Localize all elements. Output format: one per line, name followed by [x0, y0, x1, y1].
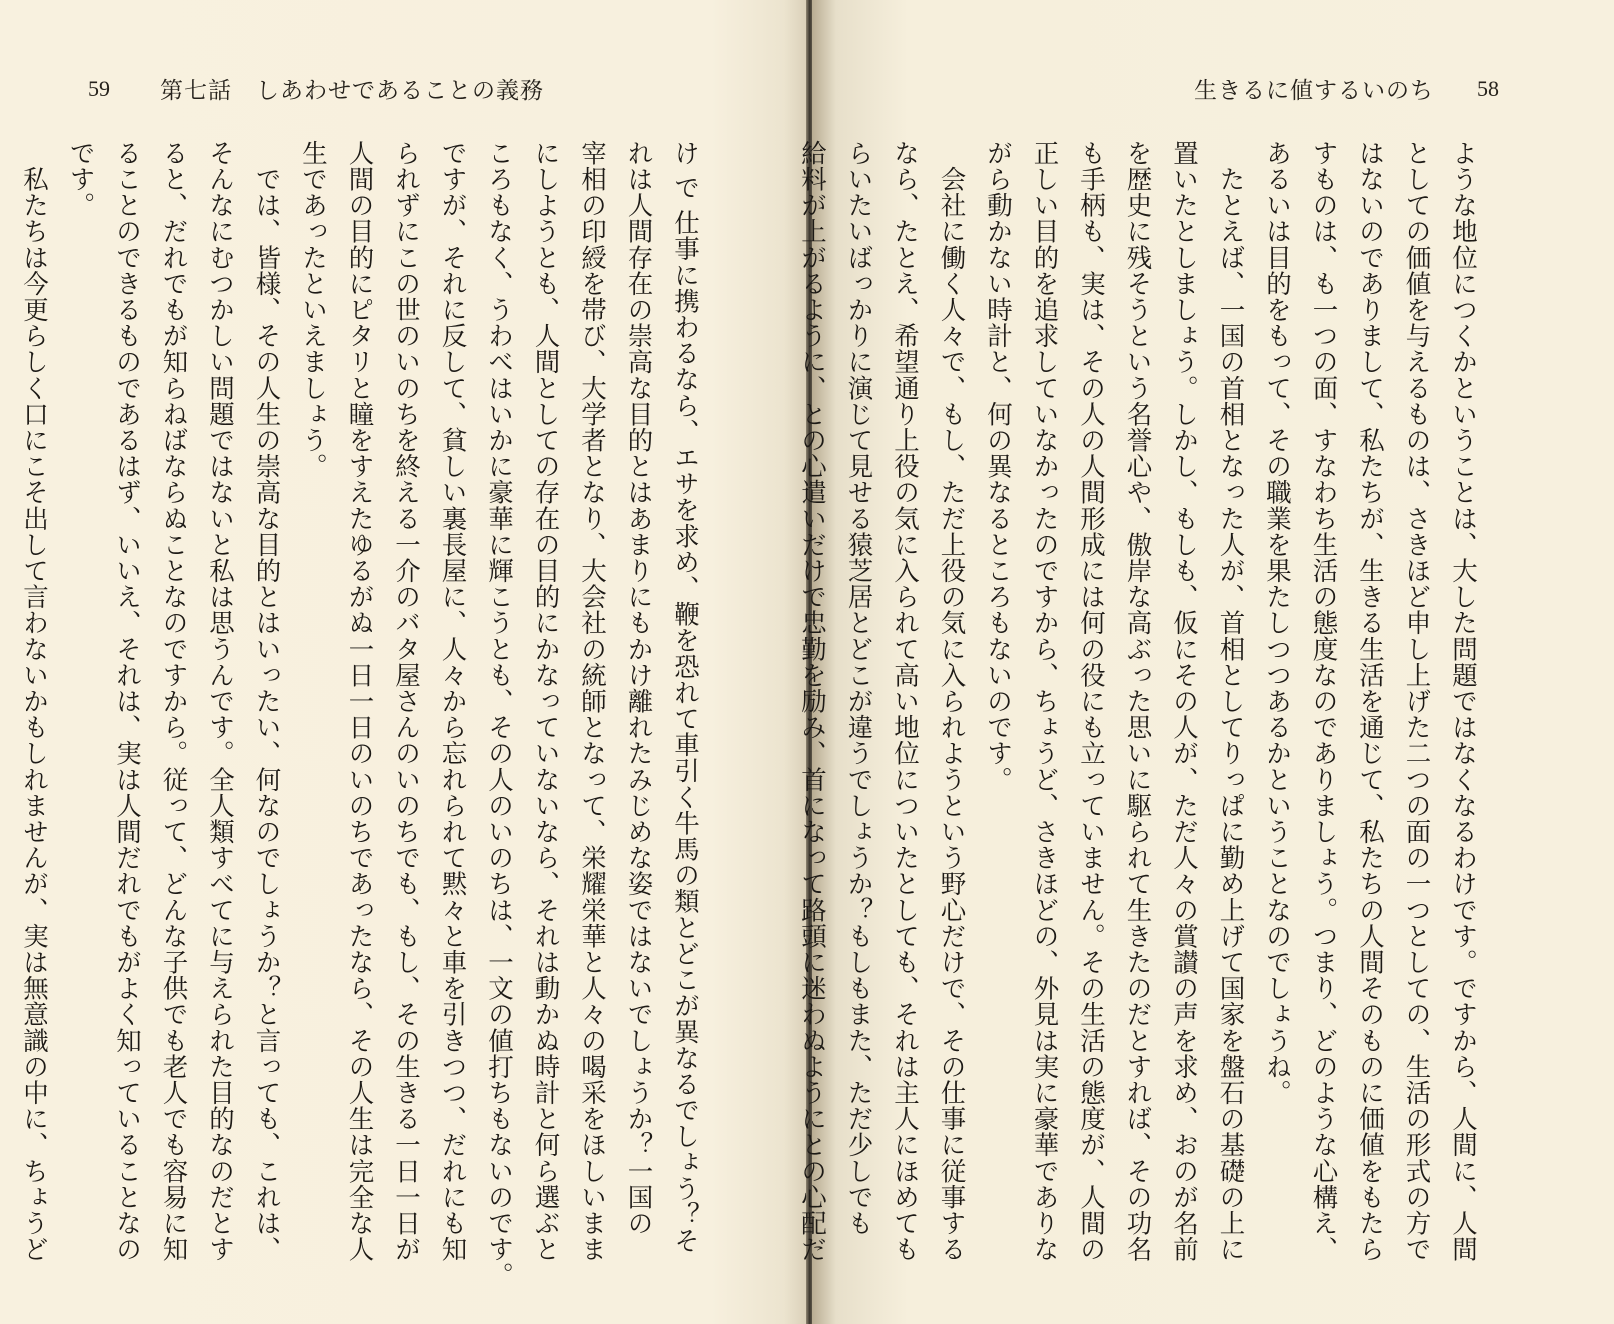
body-text: [11, 140, 709, 1289]
text-line: ると、だれでもが知らねばならぬことなのですから。従って、どんな子供でも老人でも容易に知: [158, 140, 189, 1263]
text-line: 給料が上がるように、との心遣いだけで忠勤を励み、首になって路頭に迷わぬようにとの心配だ: [797, 140, 827, 1263]
text-line: 置いたとしましょう。しかし、もしも、仮にその人が、ただ人々の賞讃の声を求め、おのが名前: [1169, 140, 1199, 1263]
text-line: そんなにむつかしい問題ではないと私は思うんです。全人類すべてに与えられた目的なのだとす: [205, 140, 235, 1263]
running-header: 第七話 しあわせであることの義務: [160, 78, 544, 104]
right-page: [797, 0, 1614, 1324]
page-number: 58: [1477, 76, 1499, 101]
body-text: [789, 140, 1487, 1270]
text-line: 宰相の印綬を帯び、大学者となり、大会社の統師となって、栄耀栄華と人々の喝采をほしいまま: [577, 140, 607, 1263]
text-line: あるいは目的をもって、その職業を果たしつつあるかということなのでしょうね。: [1262, 140, 1292, 1106]
text-line: たとえば、一国の首相となった人が、首相としてりっぱに勤め上げて国家を盤石の基礎の上に: [1215, 140, 1246, 1263]
text-line: らいたいばっかりに演じて見せる猿芝居とどこが違うでしょうか？もしもまた、ただ少しでも: [843, 140, 874, 1237]
text-line: としての価値を与えるものは、さきほど申し上げた二つの面の一つとしての、生活の形式の方で: [1401, 140, 1432, 1263]
text-line: がら動かない時計と、何の異なるところもないのです。: [983, 140, 1013, 793]
text-line: では、皆様、その人生の崇高な目的とはいったい、何なのでしょうか？と言っても、これは、: [251, 140, 282, 1263]
text-line: 私たちは今更らしく口にこそ出して言わないかもしれませんが、実は無意識の中に、ちょうど: [19, 140, 49, 1263]
text-line: られずにこの世のいのちを終える一介のバタ屋さんのいのちでも、もし、その生きる一日一日が: [391, 140, 421, 1263]
running-header: 生きるに値するいのち: [1194, 78, 1434, 104]
text-line: です。: [65, 140, 96, 219]
text-line: ですが、それに反して、貧しい裏長屋に、人々から忘れられて黙々と車を引きつつ、だれにも知: [437, 140, 468, 1263]
text-line: ることのできるものであるはず、いいえ、それは、実は人間だれでもがよく知っていることなの: [112, 140, 142, 1263]
text-line: 正しい目的を追求していなかったのですから、ちょうど、さきほどの、外見は実に豪華でありな: [1029, 140, 1060, 1263]
text-line: ころもなく、うわべはいかに豪華に輝こうとも、その人のいのちは、一文の値打ちもないのです。: [484, 140, 514, 1289]
text-line: はないのでありまして、私たちが、生きる生活を通じて、私たちの人間そのものに価値をもたら: [1355, 140, 1385, 1263]
text-line: も手柄も、実は、その人の人間形成には何の役にも立っていません。その生活の態度が、人間の: [1076, 140, 1106, 1263]
text-line: にしようとも、人間としての存在の目的にかなっていないなら、それは動かぬ時計と何ら選ぶと: [530, 140, 561, 1263]
page-number: 59: [88, 76, 110, 101]
text-line: 会社に働く人々で、もし、ただ上役の気に入られようという野心だけで、その仕事に従事する: [936, 140, 967, 1263]
text-line: ような地位につくかということは、大した問題ではなくなるわけです。ですから、人間に、人間: [1448, 140, 1478, 1263]
text-line: れは人間存在の崇高な目的とはあまりにもかけ離れたみじめな姿ではないでしょうか？一国の: [623, 140, 654, 1237]
text-line: 人間の目的にピタリと瞳をすえたゆるがぬ一日一日のいのちであったなら、その人生は完全な人: [344, 140, 375, 1263]
text-line: け で 仕事に携わるなら、エサを求め、鞭を恐れて車引く牛馬の類とどこが異なるでしょう？そ: [670, 140, 700, 1254]
text-line: 生であったといえましょう。: [298, 140, 328, 480]
text-line: を歴史に残そうという名誉心や、傲岸な高ぶった思いに駆られて生きたのだとすれば、その功名: [1122, 140, 1153, 1263]
text-line: なら、たとえ、希望通り上役の気に入られて高い地位についたとしても、それは主人にほめても: [890, 140, 920, 1263]
text-line: すものは、も一つの面、すなわち生活の態度なのでありましょう。つまり、どのような心構え、: [1308, 140, 1339, 1263]
